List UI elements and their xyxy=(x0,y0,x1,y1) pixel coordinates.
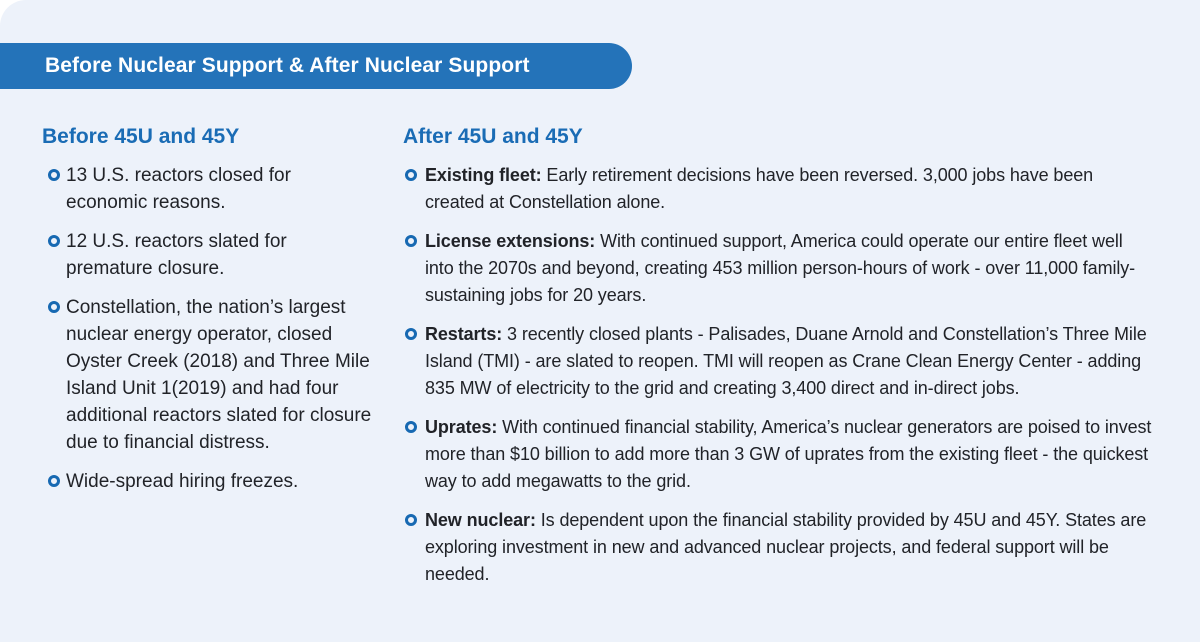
ring-bullet-icon xyxy=(405,514,417,526)
list-item xyxy=(403,414,1155,495)
list-item xyxy=(42,294,372,456)
two-column-layout xyxy=(0,125,1200,600)
list-item-lead: New nuclear: xyxy=(425,510,541,530)
list-item-lead: License extensions: xyxy=(425,231,601,251)
list-item-text: Uprates: With continued financial stability, America’s nuclear generators are poised to invest more than $10 billion to add more than 3 GW of uprates from the existing fleet - the quickest way to add megawatts to the grid. xyxy=(425,417,1152,491)
ring-bullet-icon xyxy=(405,169,417,181)
list-item-text: 13 U.S. reactors closed for economic reasons. xyxy=(66,165,291,213)
section-header-banner xyxy=(0,43,632,89)
list-item-text: License extensions: With continued support, America could operate our entire fleet well into the 2070s and beyond, creating 453 million person-hours of work - over 11,000 family-sustaining jobs for 20 years. xyxy=(425,231,1136,305)
before-column-heading: Before 45U and 45Y xyxy=(42,125,240,148)
list-item-lead: Uprates: xyxy=(425,417,503,437)
after-bullet-list xyxy=(403,162,1155,588)
list-item xyxy=(403,507,1155,588)
list-item-lead: Restarts: xyxy=(425,324,508,344)
list-item xyxy=(403,321,1155,402)
ring-bullet-icon xyxy=(405,235,417,247)
list-item xyxy=(42,228,372,282)
before-bullet-list xyxy=(42,162,372,495)
list-item-lead: Existing fleet: xyxy=(425,165,547,185)
list-item-text: Existing fleet: Early retirement decisions have been reversed. 3,000 jobs have been created at Constellation alone. xyxy=(425,165,1094,212)
list-item xyxy=(42,468,372,495)
list-item-text: Restarts: 3 recently closed plants - Palisades, Duane Arnold and Constellation’s Three Mile Island (TMI) - are slated to reopen. TMI will reopen as Crane Clean Energy Center - adding 835 MW of electricity to the grid and creating 3,400 direct and in-direct jobs. xyxy=(425,324,1147,398)
ring-bullet-icon xyxy=(48,301,60,313)
list-item-text: New nuclear: Is dependent upon the financial stability provided by 45U and 45Y. States are exploring investment in new and advanced nuclear projects, and federal support will be needed. xyxy=(425,510,1147,584)
list-item-text: Constellation, the nation’s largest nuclear energy operator, closed Oyster Creek (2018) and Three Mile Island Unit 1(2019) and had four additional reactors slated for closure due to financial distress. xyxy=(66,297,372,453)
after-column xyxy=(403,125,1155,600)
list-item xyxy=(403,162,1155,216)
ring-bullet-icon xyxy=(405,421,417,433)
list-item-text: 12 U.S. reactors slated for premature closure. xyxy=(66,231,287,279)
section-header-title: Before Nuclear Support & After Nuclear Support xyxy=(45,54,530,77)
list-item-text: Wide-spread hiring freezes. xyxy=(66,471,299,492)
list-item xyxy=(403,228,1155,309)
after-column-heading: After 45U and 45Y xyxy=(403,125,583,148)
before-column xyxy=(42,125,372,600)
list-item xyxy=(42,162,372,216)
ring-bullet-icon xyxy=(48,235,60,247)
ring-bullet-icon xyxy=(48,475,60,487)
ring-bullet-icon xyxy=(405,328,417,340)
ring-bullet-icon xyxy=(48,169,60,181)
